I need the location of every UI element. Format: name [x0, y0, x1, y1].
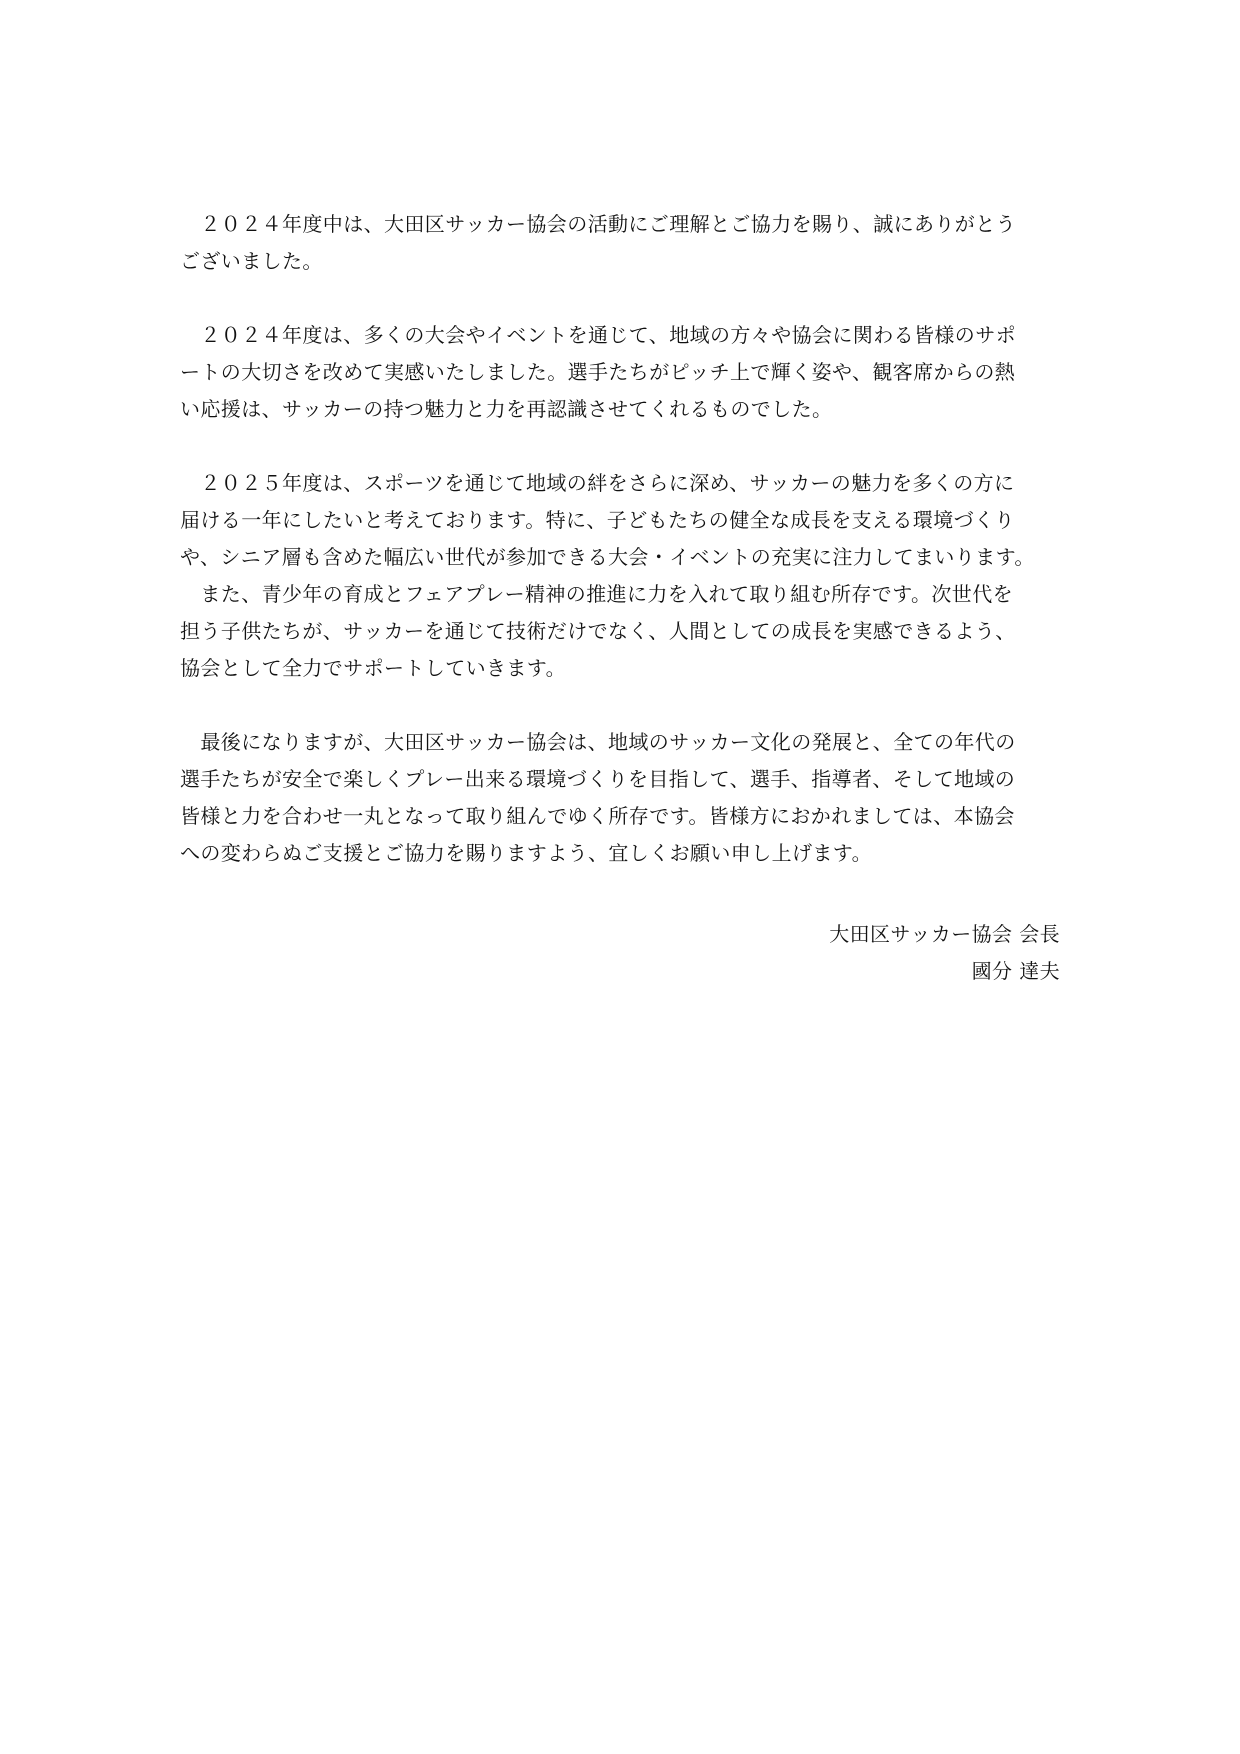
- signature-name: 國分 達夫: [971, 959, 1060, 983]
- paragraph-thanks: [180, 206, 1070, 280]
- text-line: い応援は、サッカーの持つ魅力と力を再認識させてくれるものでした。: [180, 397, 833, 421]
- text-line: への変わらぬご支援とご協力を賜りますよう、宜しくお願い申し上げます。: [180, 841, 872, 865]
- paragraph-youth-development: [180, 576, 1070, 687]
- text-line: 選手たちが安全で楽しくプレー出来る環境づくりを目指して、選手、指導者、そして地域の: [180, 767, 1016, 791]
- signature-title: 大田区サッカー協会 会長: [829, 922, 1060, 946]
- text-line: や、シニア層も含めた幅広い世代が参加できる大会・イベントの充実に注力してまいります。: [180, 545, 1035, 569]
- paragraph-closing: [180, 724, 1070, 872]
- text-line: 最後になりますが、大田区サッカー協会は、地域のサッカー文化の発展と、全ての年代の: [180, 730, 1016, 754]
- text-line: 届ける一年にしたいと考えております。特に、子どもたちの健全な成長を支える環境づくり: [180, 508, 1015, 532]
- signature-block: [640, 916, 1060, 990]
- paragraph-2025-plans: [180, 465, 1070, 576]
- text-line: ２０２４年度中は、大田区サッカー協会の活動にご理解とご協力を賜り、誠にありがとう: [180, 212, 1016, 236]
- letter-body: [180, 206, 1070, 909]
- text-line: 担う子供たちが、サッカーを通じて技術だけでなく、人間としての成長を実感できるよう、: [180, 619, 1016, 643]
- text-line: ートの大切さを改めて実感いたしました。選手たちがピッチ上で輝く姿や、観客席からの熱: [180, 360, 1016, 384]
- text-line: また、青少年の育成とフェアプレー精神の推進に力を入れて取り組む所存です。次世代を: [180, 582, 1013, 606]
- paragraph-2024-review: [180, 317, 1070, 428]
- text-line: 協会として全力でサポートしていきます。: [180, 656, 566, 680]
- text-line: ございました。: [180, 249, 323, 273]
- text-line: ２０２５年度は、スポーツを通じて地域の絆をさらに深め、サッカーの魅力を多くの方に: [180, 471, 1015, 495]
- text-line: 皆様と力を合わせ一丸となって取り組んでゆく所存です。皆様方におかれましては、本協会: [180, 804, 1015, 828]
- text-line: ２０２４年度は、多くの大会やイベントを通じて、地域の方々や協会に関わる皆様のサポ: [180, 323, 1016, 347]
